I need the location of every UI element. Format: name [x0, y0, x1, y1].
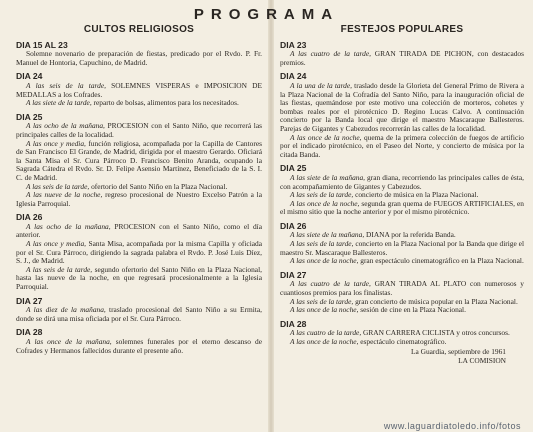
event-paragraph	[16, 140, 262, 183]
event-text: sesión de cine en la Plaza Nacional.	[358, 305, 466, 315]
event-time: A las once de la noche,	[290, 198, 360, 208]
event-text: función religiosa, acompañada por la Capilla de Cantores de San Francisco El Grande, de Madrid, dirigida por el maestro Gerardo. Oficiará la Santa Misa el Sr. Cura Párroco D. Francisco Benito Aranda, ocupando la Sagrada Cátedra el Rvdo. Sr. D. Felipe Asensio Martínez, Beneficiado de la S. I. C. de Madrid.	[16, 138, 262, 182]
event-time: A las siete de la mañana,	[290, 172, 366, 182]
event-text: espectáculo cinematográfico.	[358, 337, 447, 346]
column-heading-popular: FESTEJOS POPULARES	[340, 24, 464, 35]
event-time: A las once de la noche,	[290, 256, 359, 266]
event-text: ofertorio del Santo Niño en la Plaza Nacional.	[89, 181, 228, 191]
event-text: traslado desde la Glorieta del General Primo de Rivera a la Plaza Nacional de la Cofradía del Santo Niño, para la inauguración oficial de las fiestas, quemándose por este motivo una colección de morteros, cohetes y bombas reales por el pirotécnico D. Regino Lucas Calvo. A continuación concierto por la Banda local que dirige el maestro Mascaraque Ballesteros. Parejas de Gigantes y Cabezudos recorrerán las calles de la localidad.	[280, 80, 524, 133]
event-paragraph	[16, 338, 262, 355]
event-text: PROCESION con el Santo Niño, como el día anterior.	[16, 221, 262, 240]
event-time: A las once y media,	[26, 239, 87, 249]
event-time: A las cuatro de la tarde,	[290, 279, 371, 289]
event-time: A la una de la tarde,	[290, 80, 352, 90]
religious-column	[16, 26, 262, 355]
event-text: gran diana, recorriendo las principales calles de ésta, con acompañamiento de Gigantes y Cabezudos.	[280, 172, 524, 191]
event-time: A las once de la noche,	[290, 337, 359, 346]
day-heading: DIA 27	[280, 269, 307, 280]
event-text: gran concierto de música popular en la Plaza Nacional.	[353, 296, 518, 306]
event-paragraph	[16, 99, 262, 108]
event-paragraph	[16, 82, 262, 99]
signature-committee: LA COMISION	[458, 356, 506, 366]
event-text: concierto de música en la Plaza Nacional.	[353, 190, 479, 200]
event-time: A las nueve de la noche,	[26, 190, 103, 200]
event-time: A las once de la noche,	[290, 132, 362, 142]
event-time: A las cuatro de la tarde,	[290, 328, 362, 338]
event-paragraph	[16, 50, 262, 67]
day-heading: DIA 24	[280, 71, 307, 82]
event-paragraph	[16, 266, 262, 292]
event-text: reparto de bolsas, alimentos para los necesitados.	[91, 98, 239, 108]
event-text: segundo ofertorio del Santo Niño en la Plaza Nacional, hasta las nueve de la noche, en que regresará procesionalmente a la Iglesia Parroquial.	[16, 264, 262, 292]
event-text: traslado procesional del Santo Niño a su Ermita, donde se dirá una misa oficiada por el Sr. Cura Párroco.	[16, 305, 262, 323]
event-paragraph	[16, 240, 262, 266]
event-text: SOLEMNES VISPERAS e IMPOSICION DE MEDALLAS a los Cofrades.	[16, 80, 263, 99]
event-text: GRAN TIRADA DE PICHON, con destacados premios.	[280, 49, 524, 67]
day-heading: DIA 28	[280, 318, 307, 329]
signature-place-date: La Guardia, septiembre de 1961	[410, 346, 506, 356]
event-text: Santa Misa, acompañada por la misma Capilla y oficiada por el Sr. Cura Párroco, dirigiendo la sagrada palabra el Rvdo. P. José Luis Díez, S. J., de Madrid.	[16, 239, 263, 266]
event-paragraph	[16, 223, 262, 240]
event-paragraph	[280, 174, 524, 191]
day-heading: DIA 23	[280, 39, 307, 50]
event-text: Solemne novenario de preparación de fiestas, predicado por el Rvdo. P. Fr. Manuel de Hontoria, Capuchino, de Madrid.	[16, 49, 262, 67]
event-paragraph	[280, 280, 524, 297]
event-paragraph	[280, 134, 524, 160]
event-paragraph	[16, 122, 262, 139]
event-paragraph	[280, 50, 524, 67]
event-text: GRAN CARRERA CICLISTA y otros concursos.	[361, 328, 510, 338]
event-time: A las seis de la tarde,	[26, 181, 90, 191]
event-paragraph	[16, 191, 262, 208]
event-time: A las seis de la tarde,	[26, 264, 93, 274]
event-time: A las siete de la mañana,	[290, 230, 365, 240]
event-time: A las ocho de la mañana,	[26, 221, 111, 231]
page-title: PROGRAMA	[193, 6, 340, 23]
event-text: segunda gran quema de FUEGOS ARTIFICIALES, en el mismo sitio que la noche anterior y por el mismo pirotécnico.	[280, 198, 524, 217]
event-time: A las once y media,	[26, 138, 86, 148]
event-paragraph	[280, 257, 524, 266]
event-time: A las cuatro de la tarde,	[290, 49, 371, 59]
footer-url[interactable]: www.laguardiatoledo.info/fotos	[383, 421, 521, 431]
day-heading: DIA 26	[280, 220, 307, 231]
event-time: A las ocho de la mañana,	[26, 121, 105, 131]
event-paragraph	[280, 82, 524, 134]
day-heading: DIA 25	[16, 111, 43, 122]
day-heading: DIA 26	[16, 212, 43, 223]
event-text: regreso procesional de Nuestro Excelso Patrón a la Iglesia Parroquial.	[16, 190, 262, 208]
popular-column	[280, 26, 524, 366]
event-time: A las seis de la tarde,	[290, 190, 354, 200]
religious-sections	[16, 41, 262, 356]
event-paragraph	[280, 306, 524, 315]
event-time: A las seis de la tarde,	[290, 296, 354, 306]
event-paragraph	[280, 240, 524, 257]
day-heading: DIA 24	[16, 71, 43, 82]
day-heading: DIA 28	[16, 327, 43, 338]
event-time: A las once de la mañana,	[26, 337, 112, 346]
day-heading: DIA 15 AL 23	[16, 39, 68, 50]
event-text: DIANA por la referida Banda.	[364, 230, 456, 240]
event-paragraph	[280, 338, 524, 347]
popular-sections	[280, 41, 524, 347]
event-paragraph	[280, 200, 524, 217]
event-time: A las diez de la mañana,	[26, 305, 106, 315]
column-heading-religious: CULTOS RELIGIOSOS	[83, 24, 195, 35]
event-text: gran espectáculo cinematográfico en la Plaza Nacional.	[358, 256, 524, 266]
page-fold	[268, 0, 274, 432]
event-text: quema de la primera colección de fuegos de artificio por el indicado pirotécnico, en el Paseo del Norte, y concierto de música por la citada Banda.	[280, 132, 524, 159]
event-text: GRAN TIRADA AL PLATO con numerosos y cuantiosos premios para los finalistas.	[280, 279, 524, 298]
day-heading: DIA 27	[16, 295, 43, 306]
event-text: solemnes funerales por el eterno descanso de Cofrades y Hermanos fallecidos durante el presente año.	[16, 337, 262, 355]
event-text: PROCESION con el Santo Niño, que recorrerá las principales calles de la localidad.	[16, 121, 263, 139]
event-time: A las once de la noche,	[290, 305, 359, 315]
event-paragraph	[16, 306, 262, 323]
event-time: A las seis de la tarde,	[26, 80, 106, 90]
event-time: A las siete de la tarde,	[26, 98, 92, 108]
day-heading: DIA 25	[280, 163, 307, 174]
event-text: concierto en la Plaza Nacional por la Banda que dirige el maestro Sr. Mascaraque Ballesteros.	[280, 239, 524, 257]
event-time: A las seis de la tarde,	[290, 239, 354, 249]
